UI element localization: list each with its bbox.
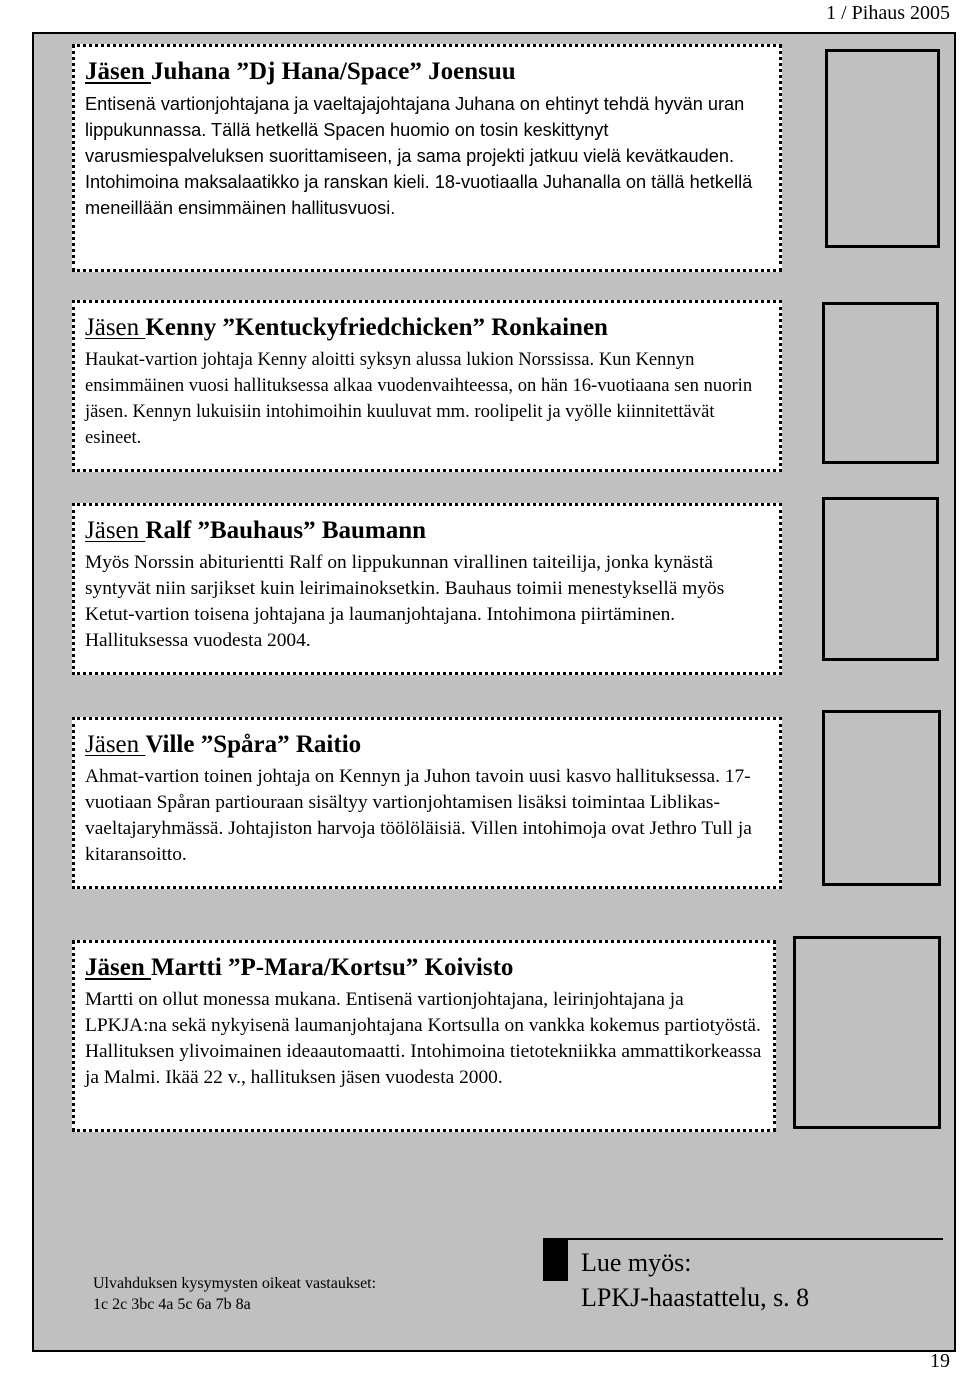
member-card-ralf (72, 503, 782, 675)
member-prefix: Jäsen (85, 954, 151, 981)
member-card-kenny (72, 300, 782, 472)
member-description: Martti on ollut monessa mukana. Entisenä vartionjohtajana, leirinjohtajana ja LPKJA:na sekä nykyisenä laumanjohtajana Kortsulla on vankka kokemus partiotyöstä. Hallituksen ylivoimainen ideaautomaatti. Intohimoina tietotekniikka ammattikorkeassa ja Malmi. Ikää 22 v., hallituksen jäsen vuodesta 2000. (85, 989, 762, 1088)
read-more-target: LPKJ-haastattelu, s. 8 (581, 1283, 810, 1312)
member-card-ville (72, 717, 782, 889)
member-description: Ahmat-vartion toinen johtaja on Kennyn ja Juhon tavoin uusi kasvo hallituksessa. 17-vuotiaan Spåran partiouraan sisältyy vartionjohtamisen lisäksi toimintaa Liblikas-vaeltajaryhmässä. Johtajiston harvoja töölöläisiä. Villen intohimoja ovat Jethro Tull ja kitaransoitto. (85, 766, 752, 865)
quiz-answers-title: Ulvahduksen kysymysten oikeat vastaukset: (93, 1275, 377, 1292)
member-description: Myös Norssin abiturientti Ralf on lippukunnan virallinen taiteilija, jonka kynästä syntyvät niin sarjikset kuin leirimainoksetkin. Bauhaus toimii menestyksellä myös Ketut-vartion toisena johtajana ja laumanjohtajana. Intohimona piirtäminen. Hallituksessa vuodesta 2004. (85, 552, 725, 651)
read-more-box (543, 1238, 943, 1318)
member-prefix: Jäsen (85, 517, 146, 544)
member-description: Haukat-vartion johtaja Kenny aloitti syksyn alussa lukion Norssissa. Kun Kennyn ensimmäinen vuosi hallituksessa alkaa vuodenvaihteessa, on hän 16-vuotiaana sen nuorin jäsen. Kennyn lukuisiin intohimoihin kuuluvat mm. roolipelit ja vyölle kiinnitettävät esineet. (85, 349, 753, 448)
member-description: Entisenä vartionjohtajana ja vaeltajajohtajana Juhana on ehtinyt tehdä hyvän uran lippukunnassa. Tällä hetkellä Spacen huomio on tosin keskittynyt varusmiespalveluksen suorittamiseen, ja sama projekti jatkuu vielä kevätkauden. Intohimoina maksalaatikko ja ranskan kieli. 18-vuotiaalla Juhanalla on tällä hetkellä meneillään ensimmäinen hallitusvuosi. (85, 94, 753, 218)
member-heading (85, 953, 763, 983)
quiz-answers-values: 1c 2c 3bc 4a 5c 6a 7b 8a (93, 1296, 251, 1313)
issue-label: 1 / Pihaus 2005 (826, 2, 950, 24)
member-card-juhana (72, 44, 782, 272)
quiz-answers (93, 1273, 376, 1315)
member-name: Martti ”P-Mara/Kortsu” Koivisto (150, 954, 514, 981)
member-heading (85, 516, 769, 546)
read-more-bar (543, 1238, 568, 1281)
member-heading (85, 313, 769, 343)
read-more-label: Lue myös: (581, 1248, 692, 1277)
photo-placeholder (822, 710, 941, 886)
photo-placeholder (825, 49, 940, 248)
member-name: Ralf ”Bauhaus” Baumann (145, 517, 427, 544)
member-heading (85, 57, 769, 87)
member-name: Juhana ”Dj Hana/Space” Joensuu (150, 58, 516, 85)
page-number: 19 (930, 1350, 950, 1372)
member-name: Ville ”Spåra” Raitio (145, 731, 362, 758)
member-name: Kenny ”Kentuckyfriedchicken” Ronkainen (145, 314, 608, 341)
read-more-rule (543, 1238, 943, 1240)
member-prefix: Jäsen (85, 314, 146, 341)
photo-placeholder (793, 936, 941, 1129)
photo-placeholder (822, 302, 939, 464)
member-heading (85, 730, 769, 760)
member-card-martti (72, 940, 776, 1132)
member-prefix: Jäsen (85, 58, 151, 85)
member-prefix: Jäsen (85, 731, 146, 758)
photo-placeholder (822, 497, 939, 661)
